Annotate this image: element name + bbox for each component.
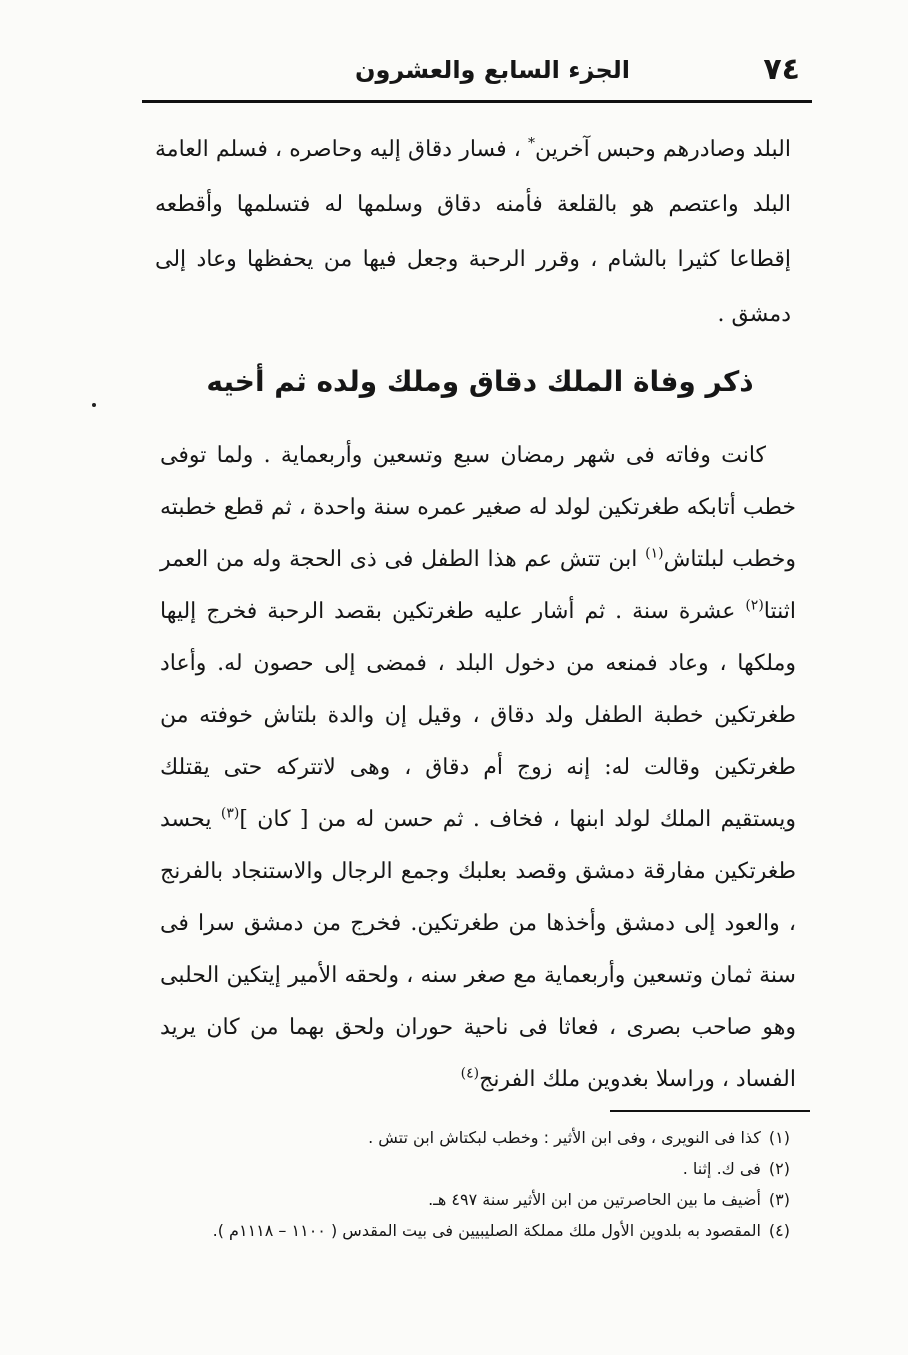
- footnote-text: كذا فى النويرى ، وفى ابن الأثير : وخطب لبكتاش ابن تتش .: [368, 1128, 761, 1147]
- text-run: كانت وفاته فى شهر رمضان سبع وتسعين وأربعماية . ولما توفى خطب أتابكه طغرتكين لولد له صغير عمره سنة واحدة ، ثم قطع خطبته وخطب لبلتاش: [160, 443, 796, 572]
- footnote-divider: [610, 1110, 810, 1112]
- running-header: [150, 50, 810, 92]
- footnote: [160, 1153, 790, 1184]
- footnote-ref-1[interactable]: (١): [645, 545, 664, 562]
- footnote-number: (٤): [768, 1221, 790, 1240]
- footnote-number: (٣): [768, 1190, 790, 1209]
- page-number: ٧٤: [763, 52, 800, 87]
- footnote-ref-4[interactable]: (٤): [460, 1065, 480, 1082]
- running-title: الجزء السابع والعشرون: [355, 56, 630, 84]
- paragraph-continuation: [155, 122, 791, 342]
- section-heading: ذكر وفاة الملك دقاق وملك ولده ثم أخيه: [206, 365, 754, 398]
- editorial-mark: *: [528, 135, 536, 152]
- header-divider: [142, 100, 812, 103]
- footnote-text: المقصود به بلدوين الأول ملك مملكة الصليبيين فى بيت المقدس ( ١١٠٠ – ١١١٨م ).: [212, 1221, 761, 1240]
- text-run: ، فسار دقاق إليه وحاصره ، فسلم العامة البلد واعتصم هو بالقلعة فأمنه دقاق وسلمها له فتسلمها وأقطعه إقطاعا كثيرا بالشام ، وقرر الرحبة وجعل فيها من يحفظها وعاد إلى دمشق .: [155, 137, 791, 327]
- text-run: عشرة سنة . ثم أشار عليه طغرتكين بقصد الرحبة فخرج إليها وملكها ، وعاد فمنعه من دخول البلد ، فمضى إلى حصون له. وأعاد طغرتكين خطبة الطفل ولد دقاق ، وقيل إن والدة بلتاش خوفته من طغرتكين وقالت له: إنه زوج أم دقاق ، وهى لاتتركه حتى يقتلك ويستقيم الملك لولد ابنها ، فخاف . ثم حسن له من [ كان ]: [160, 599, 796, 832]
- text-run: يحسد طغرتكين مفارقة دمشق وقصد بعلبك وجمع الرجال والاستنجاد بالفرنج ، والعود إلى دمشق وأخذها من طغرتكين. فخرج من دمشق سرا فى سنة ثمان وتسعين وأربعماية مع صغر سنه ، ولحقه الأمير إيتكين الحلبى وهو صاحب بصرى ، فعاثا فى ناحية حوران ولحق بهما من كان يريد الفساد ، وراسلا بغدوين ملك الفرنج: [160, 807, 796, 1092]
- footnote-ref-2[interactable]: (٢): [745, 597, 764, 614]
- footnote-number: (٢): [768, 1159, 790, 1178]
- footnote: [160, 1215, 790, 1246]
- footnotes-list: [160, 1122, 790, 1246]
- text-run: البلد وصادرهم وحبس آخرين: [535, 137, 791, 162]
- stray-dot: [92, 403, 96, 407]
- footnote: [160, 1184, 790, 1215]
- footnote-number: (١): [768, 1128, 790, 1147]
- footnote: [160, 1122, 790, 1153]
- paragraph-main: [160, 430, 796, 1106]
- text-run: ابن تتش عم هذا الطفل فى ذى الحجة وله من العمر اثنتا: [160, 547, 796, 624]
- footnote-text: أضيف ما بين الحاصرتين من ابن الأثير سنة ٤٩٧ هـ.: [428, 1190, 761, 1209]
- footnote-text: فى ك. إثنا .: [682, 1159, 761, 1178]
- footnote-ref-3[interactable]: (٣): [220, 805, 240, 822]
